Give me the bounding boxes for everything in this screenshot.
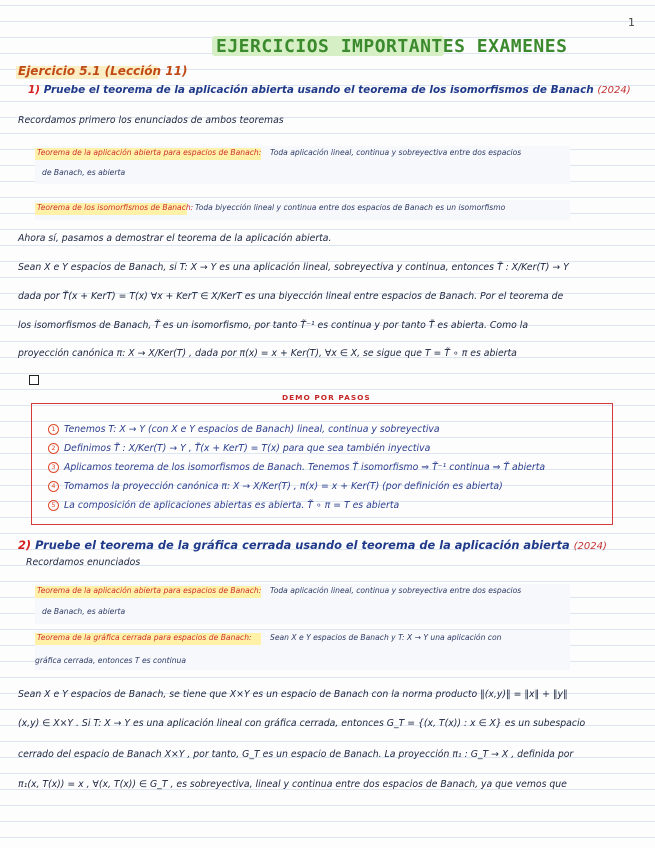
step-number-3: 3 [48,462,59,473]
question-2-number: 2) [18,538,32,552]
question-1 [28,84,631,96]
page-number: 1 [628,16,635,29]
theorem-2-name: Teorema de los isomorfismos de Banach: [37,203,194,212]
proof-1-line-3: los isomorfismos de Banach, T̃ es un isomorfismo, por tanto T̃⁻¹ es continua y por tanto T̃ es abierta. Como la [18,320,529,331]
step-text-1: Tenemos T: X → Y (con X e Y espacios de Banach) lineal, continua y sobreyectiva [64,424,440,435]
recall-text-1: Recordamos primero los enunciados de ambos teoremas [18,115,284,126]
step-text-5: La composición de aplicaciones abiertas es abierta. T̃ ∘ π = T es abierta [64,500,400,511]
page-title: EJERCICIOS IMPORTANTES EXAMENES [216,36,568,57]
step-text-4: Tomamos la proyección canónica π: X → X/Ker(T) , π(x) = x + Ker(T) (por definición es abierta) [64,481,503,492]
theorem-3-line-1: Toda aplicación lineal, continua y sobreyectiva entre dos espacios [270,586,522,595]
theorem-4-line-1: Sean X e Y espacios de Banach y T: X → Y una aplicación con [270,633,502,642]
demo-step-3 [48,462,545,473]
qed-square-icon [29,375,39,385]
exercise-heading: Ejercicio 5.1 (Lección 11) [18,64,188,78]
proof-2-line-1: Sean X e Y espacios de Banach, se tiene que X×Y es un espacio de Banach con la norma producto ‖(x,y)‖ = ‖x‖ + ‖y‖ [18,689,568,700]
question-1-text: Pruebe el teorema de la aplicación abierta usando el teorema de los isomorfismos de Banach [43,84,594,96]
proof-1-line-2: dada por T̃(x + KerT) = T(x) ∀x + KerT ∈ X/KerT es una biyección lineal entre espacios de Banach. Por el teorema de [18,291,564,302]
proof-2-line-4: π₁(x, T(x)) = x , ∀(x, T(x)) ∈ G_T , es sobreyectiva, lineal y continua entre dos espacios de Banach, ya que vemos que [18,779,567,790]
theorem-1-name: Teorema de la aplicación abierta para espacios de Banach: [37,148,262,157]
step-text-3: Aplicamos teorema de los isomorfismos de Banach. Tenemos T̃ isomorfismo ⇒ T̃⁻¹ continua ⇒ T̃ abierta [64,462,546,473]
step-number-2: 2 [48,443,59,454]
proof-1-line-1: Sean X e Y espacios de Banach, si T: X → Y es una aplicación lineal, sobreyectiva y continua, entonces T̃ : X/Ker(T) → Y [18,262,569,273]
question-2-text: Pruebe el teorema de la gráfica cerrada usando el teorema de la aplicación abierta [35,538,570,552]
step-number-5: 5 [48,500,59,511]
question-2 [18,538,607,552]
proof-2-line-3: cerrado del espacio de Banach X×Y , por tanto, G_T es un espacio de Banach. La proyección π₁ : G_T → X , definida por [18,749,574,760]
step-number-4: 4 [48,481,59,492]
theorem-2-line-1: Toda biyección lineal y continua entre dos espacios de Banach es un isomorfismo [195,203,506,212]
demo-step-1 [48,424,440,435]
theorem-4-line-2: gráfica cerrada, entonces T es continua [35,656,187,665]
demo-step-5 [48,500,399,511]
step-number-1: 1 [48,424,59,435]
question-1-year: (2024) [597,85,631,96]
demo-step-2 [48,443,430,454]
recall-text-2: Recordamos enunciados [26,557,141,568]
intro-sentence: Ahora sí, pasamos a demostrar el teorema de la aplicación abierta. [18,233,332,244]
question-2-year: (2024) [573,541,607,552]
proof-2-line-2: (x,y) ∈ X×Y . Si T: X → Y es una aplicación lineal con gráfica cerrada, entonces G_T = {(x, T(x)) : x ∈ X} es un subespacio [18,718,586,729]
demo-step-4 [48,481,503,492]
theorem-3-line-2: de Banach, es abierta [42,607,126,616]
step-text-2: Definimos T̃ : X/Ker(T) → Y , T̃(x + KerT) = T(x) para que sea también inyectiva [64,443,431,454]
theorem-1-line-2: de Banach, es abierta [42,168,126,177]
theorem-3-name: Teorema de la aplicación abierta para espacios de Banach: [37,586,262,595]
theorem-4-name: Teorema de la gráfica cerrada para espacios de Banach: [37,633,252,642]
demo-label: DEMO POR PASOS [282,393,371,402]
theorem-1-line-1: Toda aplicación lineal, continua y sobreyectiva entre dos espacios [270,148,522,157]
proof-1-line-4: proyección canónica π: X → X/Ker(T) , dada por π(x) = x + Ker(T), ∀x ∈ X, se sigue que T = T̃ ∘ π es abierta [18,348,517,359]
question-1-number: 1) [28,84,41,96]
